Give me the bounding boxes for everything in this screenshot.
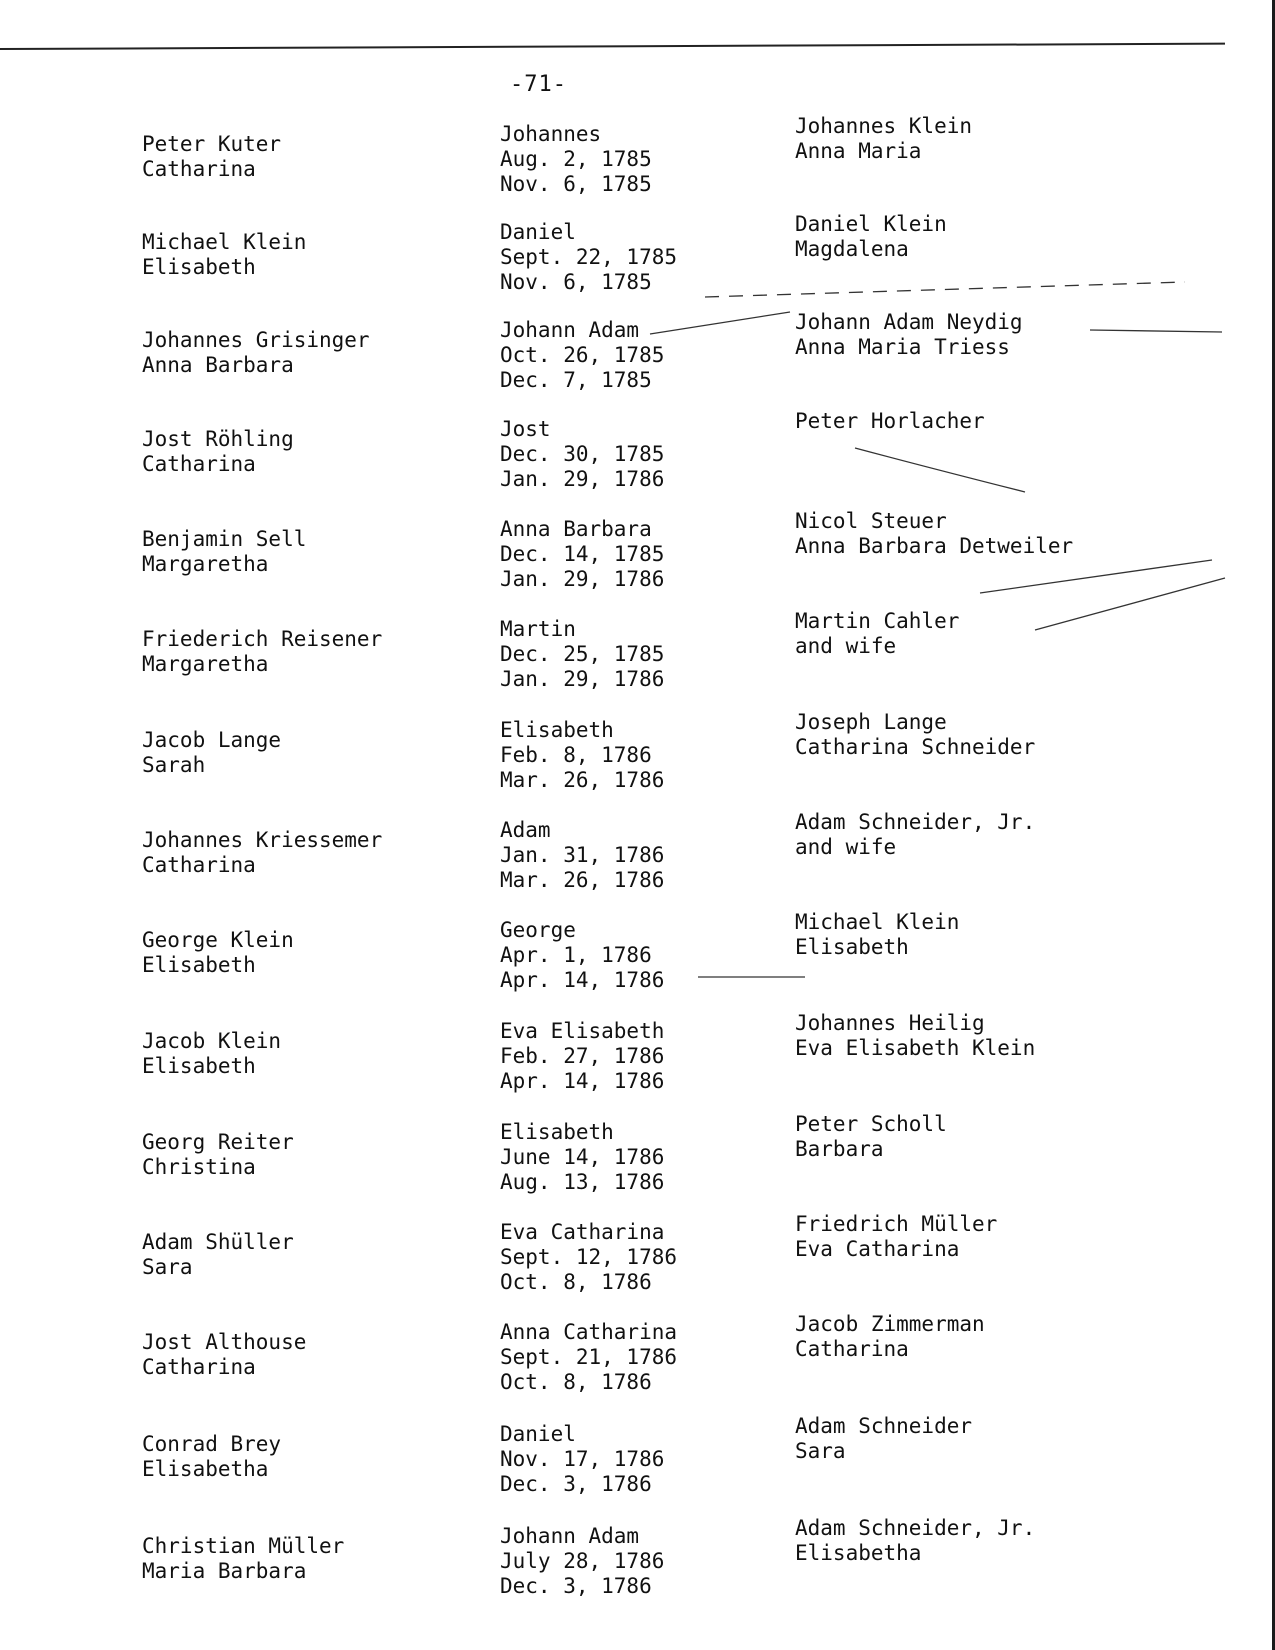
birth-date: Dec. 14, 1785 — [500, 542, 665, 566]
parents — [142, 627, 382, 677]
page-number: -71- — [510, 72, 567, 97]
baptism-date: Nov. 6, 1785 — [500, 270, 652, 294]
birth-date: Apr. 1, 1786 — [500, 943, 652, 967]
mother: Sarah — [142, 753, 206, 777]
father: Benjamin Sell — [142, 527, 307, 551]
parents — [142, 427, 294, 477]
sponsor: Adam Schneider, Jr. — [795, 810, 1036, 834]
register-entry — [0, 910, 1275, 1018]
child-record — [500, 1220, 677, 1295]
sponsor: Anna Barbara Detweiler — [795, 534, 1074, 558]
child-record — [500, 417, 664, 492]
parents — [142, 328, 370, 378]
mother: Margaretha — [142, 552, 269, 576]
child-name: Elisabeth — [500, 1120, 614, 1144]
baptism-date: Aug. 13, 1786 — [500, 1170, 665, 1194]
child-record — [500, 1320, 677, 1395]
baptism-date: Nov. 6, 1785 — [500, 172, 652, 196]
parents — [142, 1330, 306, 1380]
child-record — [500, 818, 664, 893]
register-entry — [0, 1112, 1275, 1220]
sponsors — [795, 1212, 997, 1262]
child-name: Jost — [500, 417, 551, 441]
child-name: Daniel — [500, 220, 576, 244]
register-entry — [0, 1312, 1275, 1420]
father: Peter Kuter — [142, 132, 282, 156]
sponsors — [795, 1312, 985, 1362]
father: Jacob Klein — [142, 1029, 282, 1053]
parents — [142, 132, 281, 182]
sponsors — [795, 810, 1035, 860]
parents — [142, 230, 306, 280]
sponsor — [795, 434, 985, 459]
birth-date: Aug. 2, 1785 — [500, 147, 652, 171]
father: Adam Shüller — [142, 1230, 294, 1254]
mother: Sara — [142, 1255, 193, 1279]
child-name: Eva Catharina — [500, 1220, 665, 1244]
birth-date: July 28, 1786 — [500, 1549, 665, 1573]
child-record — [500, 318, 664, 393]
child-name: Adam — [500, 818, 551, 842]
parents — [142, 1432, 281, 1482]
sponsors — [795, 1414, 972, 1464]
birth-date: Dec. 30, 1785 — [500, 442, 665, 466]
father: Georg Reiter — [142, 1130, 294, 1154]
parents — [142, 1230, 294, 1280]
sponsor: Johann Adam Neydig — [795, 310, 1023, 334]
sponsor: Johannes Heilig — [795, 1011, 985, 1035]
child-name: Daniel — [500, 1422, 576, 1446]
sponsors — [795, 212, 947, 262]
baptism-date: Dec. 7, 1785 — [500, 368, 652, 392]
mother: Catharina — [142, 452, 256, 476]
father: Jost Röhling — [142, 427, 294, 451]
register-entry — [0, 409, 1275, 517]
sponsors — [795, 1011, 1035, 1061]
birth-date: Feb. 27, 1786 — [500, 1044, 665, 1068]
birth-date: Sept. 21, 1786 — [500, 1345, 678, 1369]
father: Michael Klein — [142, 230, 307, 254]
child-name: George — [500, 918, 576, 942]
child-name: Elisabeth — [500, 718, 614, 742]
parents — [142, 928, 294, 978]
baptism-date: Apr. 14, 1786 — [500, 1069, 665, 1093]
sponsor: Catharina Schneider — [795, 735, 1036, 759]
register-entry — [0, 710, 1275, 818]
mother: Catharina — [142, 157, 256, 181]
register-entry — [0, 310, 1275, 418]
child-record — [500, 617, 664, 692]
sponsor: Peter Horlacher — [795, 409, 985, 433]
baptism-date: Dec. 3, 1786 — [500, 1574, 652, 1598]
sponsors — [795, 710, 1035, 760]
birth-date: Dec. 25, 1785 — [500, 642, 665, 666]
mother: Christina — [142, 1155, 256, 1179]
sponsor: Elisabetha — [795, 1541, 922, 1565]
child-name: Martin — [500, 617, 576, 641]
baptism-date: Jan. 29, 1786 — [500, 467, 665, 491]
register-entry — [0, 810, 1275, 918]
child-name: Johann Adam — [500, 1524, 640, 1548]
baptism-date: Dec. 3, 1786 — [500, 1472, 652, 1496]
mother: Elisabetha — [142, 1457, 269, 1481]
mother: Anna Barbara — [142, 353, 294, 377]
sponsors — [795, 1112, 947, 1162]
birth-date: Oct. 26, 1785 — [500, 343, 665, 367]
register-entry — [0, 509, 1275, 617]
child-name: Anna Barbara — [500, 517, 652, 541]
sponsor: Magdalena — [795, 237, 909, 261]
sponsor: Sara — [795, 1439, 846, 1463]
mother: Elisabeth — [142, 255, 256, 279]
sponsor: Elisabeth — [795, 935, 909, 959]
baptism-date: Oct. 8, 1786 — [500, 1270, 652, 1294]
sponsor: Peter Scholl — [795, 1112, 947, 1136]
register-entry — [0, 114, 1275, 222]
baptism-date: Jan. 29, 1786 — [500, 667, 665, 691]
birth-date: June 14, 1786 — [500, 1145, 665, 1169]
sponsor: Johannes Klein — [795, 114, 973, 138]
sponsors — [795, 1516, 1035, 1566]
sponsor: and wife — [795, 835, 897, 859]
father: Friederich Reisener — [142, 627, 383, 651]
sponsor: Martin Cahler — [795, 609, 960, 633]
child-record — [500, 918, 664, 993]
sponsor: Joseph Lange — [795, 710, 947, 734]
sponsor: Jacob Zimmerman — [795, 1312, 985, 1336]
child-name: Anna Catharina — [500, 1320, 678, 1344]
parents — [142, 527, 306, 577]
baptism-date: Mar. 26, 1786 — [500, 768, 665, 792]
parents — [142, 1130, 294, 1180]
mother: Elisabeth — [142, 953, 256, 977]
baptism-date: Oct. 8, 1786 — [500, 1370, 652, 1394]
child-name: Eva Elisabeth — [500, 1019, 665, 1043]
birth-date: Jan. 31, 1786 — [500, 843, 665, 867]
child-name: Johannes — [500, 122, 602, 146]
father: Jost Althouse — [142, 1330, 307, 1354]
sponsors — [795, 114, 972, 164]
sponsor: Anna Maria Triess — [795, 335, 1010, 359]
father: Jacob Lange — [142, 728, 282, 752]
parents — [142, 728, 281, 778]
sponsor: Eva Elisabeth Klein — [795, 1036, 1036, 1060]
parents — [142, 1029, 281, 1079]
parents — [142, 1534, 344, 1584]
mother: Maria Barbara — [142, 1559, 307, 1583]
birth-date: Sept. 12, 1786 — [500, 1245, 678, 1269]
sponsor: Michael Klein — [795, 910, 960, 934]
mother: Elisabeth — [142, 1054, 256, 1078]
birth-date: Feb. 8, 1786 — [500, 743, 652, 767]
register-entry — [0, 1516, 1275, 1624]
mother: Catharina — [142, 853, 256, 877]
father: George Klein — [142, 928, 294, 952]
register-entry — [0, 609, 1275, 717]
register-entry — [0, 1011, 1275, 1119]
register-entry — [0, 1212, 1275, 1320]
register-entry — [0, 212, 1275, 320]
sponsors — [795, 409, 985, 459]
sponsor: Eva Catharina — [795, 1237, 960, 1261]
father: Christian Müller — [142, 1534, 345, 1558]
child-record — [500, 122, 652, 197]
father: Johannes Grisinger — [142, 328, 370, 352]
sponsor: Adam Schneider — [795, 1414, 973, 1438]
sponsor: Anna Maria — [795, 139, 922, 163]
child-name: Johann Adam — [500, 318, 640, 342]
baptism-date: Apr. 14, 1786 — [500, 968, 665, 992]
sponsors — [795, 509, 1073, 559]
baptism-date: Mar. 26, 1786 — [500, 868, 665, 892]
child-record — [500, 1019, 664, 1094]
child-record — [500, 1524, 664, 1599]
child-record — [500, 718, 664, 793]
birth-date: Nov. 17, 1786 — [500, 1447, 665, 1471]
sponsor: Nicol Steuer — [795, 509, 947, 533]
sponsor: Barbara — [795, 1137, 884, 1161]
sponsor: Friedrich Müller — [795, 1212, 998, 1236]
child-record — [500, 1120, 664, 1195]
birth-date: Sept. 22, 1785 — [500, 245, 678, 269]
sponsors — [795, 609, 959, 659]
mother: Catharina — [142, 1355, 256, 1379]
register-entry — [0, 1414, 1275, 1522]
child-record — [500, 517, 664, 592]
sponsors — [795, 310, 1023, 360]
father: Johannes Kriessemer — [142, 828, 383, 852]
sponsor: Adam Schneider, Jr. — [795, 1516, 1036, 1540]
child-record — [500, 220, 677, 295]
mother: Margaretha — [142, 652, 269, 676]
father: Conrad Brey — [142, 1432, 282, 1456]
parents — [142, 828, 382, 878]
sponsors — [795, 910, 959, 960]
child-record — [500, 1422, 664, 1497]
sponsor: and wife — [795, 634, 897, 658]
sponsor: Catharina — [795, 1337, 909, 1361]
sponsor: Daniel Klein — [795, 212, 947, 236]
baptism-date: Jan. 29, 1786 — [500, 567, 665, 591]
